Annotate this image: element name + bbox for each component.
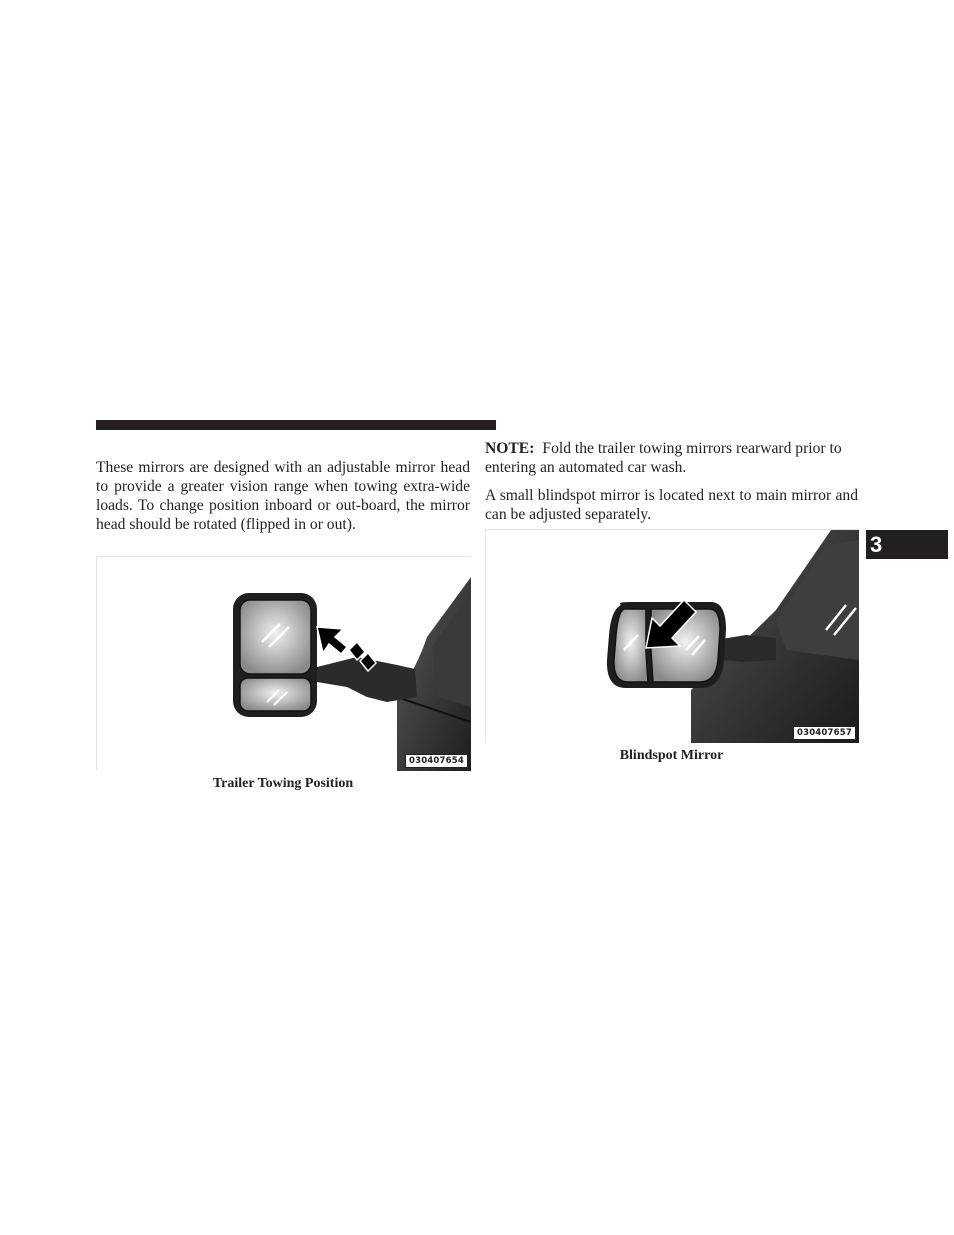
figure-caption: Blindspot Mirror [619,748,724,763]
note-text: Fold the trailer towing mirrors rearward prior to entering an automated car wash. [485,440,842,476]
blindspot-paragraph: A small blindspot mirror is located next to main mirror and can be adjusted separately. [485,487,858,523]
blindspot-mirror-figure [485,529,859,743]
note [485,439,858,477]
note-label: NOTE: [485,440,535,457]
figure-code: 030407657 [793,726,856,740]
section-rule [96,420,496,430]
figure-code: 030407654 [405,754,468,768]
towing-mirror-paragraph: These mirrors are designed with an adjustable mirror head to provide a greater vision range when towing extra-wide loads. To change position inboard or out-board, the mirror head should be rotated (flipped in or out). [96,459,470,533]
trailer-towing-figure [96,556,471,771]
blindspot-mirror-illustration [486,530,859,743]
trailer-towing-illustration [97,557,471,771]
chapter-tab: 3 [866,530,948,559]
figure-caption: Trailer Towing Position [212,776,354,791]
